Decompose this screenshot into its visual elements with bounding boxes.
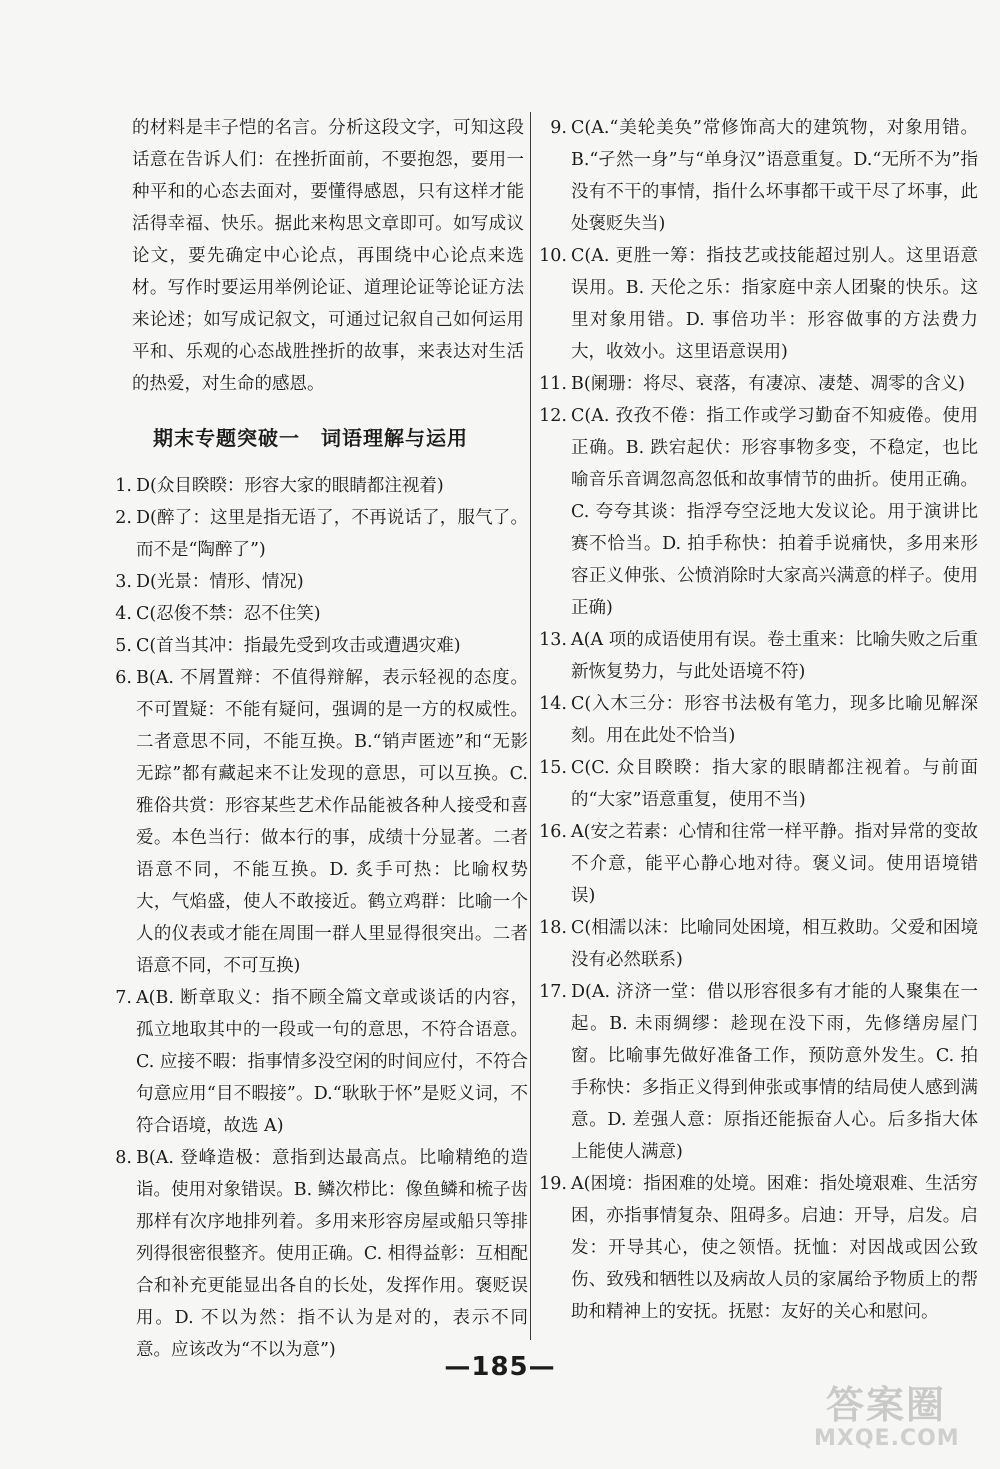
answer-number-label: 7. xyxy=(115,988,132,1008)
answer-text: D(A. 济济一堂：借以形容很多有才能的人聚集在一起。B. 未雨绸缪：趁现在没下雨，先修缮房屋门窗。比喻事先做好准备工作，预防意外发生。C. 拍手称快：多指正义得到伸张或事情的结局使人感到满意。D. 差强人意：原指还能振奋人心。后多指大体上能使人满意) xyxy=(571,982,978,1162)
answer-item xyxy=(115,470,528,502)
answer-number-label: 15. xyxy=(539,758,567,778)
answer-item xyxy=(538,912,978,976)
answer-number-label: 10. xyxy=(539,246,567,266)
answer-number-label: 18. xyxy=(539,918,567,938)
answer-text: A(安之若素：心情和往常一样平静。指对异常的变故不介意，能平心静心地对待。褒义词。使用语境错误) xyxy=(571,822,978,906)
left-answer-list xyxy=(115,470,528,1366)
intro-paragraph: 的材料是丰子恺的名言。分析这段文字，可知这段话意在告诉人们：在挫折面前，不要抱怨，要用一种平和的心态去面对，要懂得感恩，只有这样才能活得幸福、快乐。据此来构思文章即可。如写成议论文，要先确定中心论点，再围绕中心论点来选材。写作时要运用举例论证、道理论证等论证方法来论述；如写成记叙文，可通过记叙自己如何运用平和、乐观的心态战胜挫折的故事，来表达对生活的热爱，对生命的感恩。 xyxy=(132,118,524,394)
answer-item xyxy=(115,662,528,982)
answer-number-label: 8. xyxy=(115,1148,132,1168)
answer-text: C(入木三分：形容书法极有笔力，现多比喻见解深刻。用在此处不恰当) xyxy=(571,694,978,746)
answer-text: A(B. 断章取义：指不顾全篇文章或谈话的内容，孤立地取其中的一段或一句的意思，不符合语意。C. 应接不暇：指事情多没空闲的时间应付，不符合句意应用“目不暇接”。D.“耿耿于怀”是贬义词，不符合语境，故选 A) xyxy=(136,988,528,1136)
answer-item xyxy=(115,630,528,662)
answer-text: B(A. 登峰造极：意指到达最高点。比喻精绝的造诣。使用对象错误。B. 鳞次栉比：像鱼鳞和梳子齿那样有次序地排列着。多用来形容房屋或船只等排列得很密很整齐。使用正确。C. 相得益彰：互相配合和补充更能显出各自的长处，发挥作用。褒贬误用。D. 不以为然：指不认为是对的，表示不同意。应该改为“不以为意”) xyxy=(136,1148,528,1360)
answer-text: A(困境：指困难的处境。困难：指处境艰难、生活穷困，亦指事情复杂、阻碍多。启迪：开导，启发。启发：开导其心，使之领悟。抚恤：对因战或因公致伤、致残和牺牲以及病故人员的家属给予物质上的帮助和精神上的安抚。抚慰：友好的关心和慰问。 xyxy=(571,1174,978,1322)
answer-text: C(忍俊不禁：忍不住笑) xyxy=(136,604,321,624)
answer-number-label: 14. xyxy=(539,694,567,714)
answer-item xyxy=(115,982,528,1142)
answer-number-label: 12. xyxy=(539,406,567,426)
answer-item xyxy=(538,816,978,912)
answer-text: C(首当其冲：指最先受到攻击或遭遇灾难) xyxy=(136,636,461,656)
answer-item xyxy=(538,240,978,368)
answer-item xyxy=(538,624,978,688)
answer-item xyxy=(538,112,978,240)
right-column xyxy=(538,112,978,1328)
answer-item xyxy=(538,976,978,1168)
answer-number-label: 4. xyxy=(115,604,132,624)
left-column xyxy=(115,112,528,1366)
answer-item xyxy=(115,502,528,566)
answer-text: C(A. 孜孜不倦：指工作或学习勤奋不知疲倦。使用正确。B. 跌宕起伏：形容事物多变，不稳定，也比喻音乐音调忽高忽低和故事情节的曲折。使用正确。C. 夸夸其谈：指浮夸空泛地大发议论。用于演讲比赛不恰当。D. 拍手称快：拍着手说痛快，多用来形容正义伸张、公愤消除时大家高兴满意的样子。使用正确) xyxy=(571,406,978,618)
answer-item xyxy=(538,400,978,624)
answer-number-label: 13. xyxy=(539,630,567,650)
answer-number-label: 17. xyxy=(539,982,567,1002)
answer-text: B(阑珊：将尽、衰落，有凄凉、凄楚、凋零的含义) xyxy=(571,374,966,394)
answer-item xyxy=(115,598,528,630)
answer-text: C(相濡以沫：比喻同处困境，相互救助。父爱和困境没有必然联系) xyxy=(571,918,978,970)
answer-item xyxy=(538,368,978,400)
right-answer-list xyxy=(538,112,978,1328)
answer-text: B(A. 不屑置辩：不值得辩解，表示轻视的态度。不可置疑：不能有疑问，强调的是一方的权威性。二者意思不同，不能互换。B.“销声匿迹”和“无影无踪”都有藏起来不让发现的意思，可以互换。C. 雅俗共赏：形容某些艺术作品能被各种人接受和喜爱。本色当行：做本行的事，成绩十分显著。二者语意不同，不能互换。D. 炙手可热：比喻权势大，气焰盛，使人不敢接近。鹤立鸡群：比喻一个人的仪表或才能在周围一群人里显得很突出。二者语意不同，不可互换) xyxy=(136,668,528,976)
answer-item xyxy=(115,1142,528,1366)
answer-number-label: 1. xyxy=(115,476,132,496)
answer-item xyxy=(538,752,978,816)
answer-text: A(A 项的成语使用有误。卷土重来：比喻失败之后重新恢复势力，与此处语境不符) xyxy=(571,630,978,682)
section-title: 期末专题突破一 词语理解与运用 xyxy=(153,426,468,450)
watermark xyxy=(812,1374,987,1464)
answer-text: D(醉了：这里是指无语了，不再说话了，服气了。而不是“陶醉了”) xyxy=(136,508,528,560)
answer-number-label: 16. xyxy=(539,822,567,842)
answer-number-label: 5. xyxy=(115,636,132,656)
answer-number-label: 9. xyxy=(550,118,567,138)
page-number: —185— xyxy=(444,1352,556,1382)
watermark-logo: 答案圈 xyxy=(826,1383,947,1427)
answer-item xyxy=(538,1168,978,1328)
answer-text: D(光景：情形、情况) xyxy=(136,572,304,592)
watermark-site: MXQE.COM xyxy=(814,1426,960,1451)
answer-text: D(众目睽睽：形容大家的眼睛都注视着) xyxy=(136,476,444,496)
answer-text: C(A.“美轮美奂”常修饰高大的建筑物，对象用错。B.“孑然一身”与“单身汉”语意重复。D.“无所不为”指没有不干的事情，指什么坏事都干或干尽了坏事，此处褒贬失当) xyxy=(571,118,978,234)
answer-item xyxy=(538,688,978,752)
answer-text: C(A. 更胜一筹：指技艺或技能超过别人。这里语意误用。B. 天伦之乐：指家庭中亲人团聚的快乐。这里对象用错。D. 事倍功半：形容做事的方法费力大，收效小。这里语意误用) xyxy=(571,246,978,362)
answer-number-label: 6. xyxy=(115,668,132,688)
answer-number-label: 11. xyxy=(539,374,567,394)
answer-number-label: 2. xyxy=(115,508,132,528)
answer-number-label: 19. xyxy=(539,1174,567,1194)
answer-text: C(C. 众目睽睽：指大家的眼睛都注视着。与前面的“大家”语意重复，使用不当) xyxy=(571,758,978,810)
answer-item xyxy=(115,566,528,598)
answer-number-label: 3. xyxy=(115,572,132,592)
column-divider xyxy=(530,112,531,1340)
